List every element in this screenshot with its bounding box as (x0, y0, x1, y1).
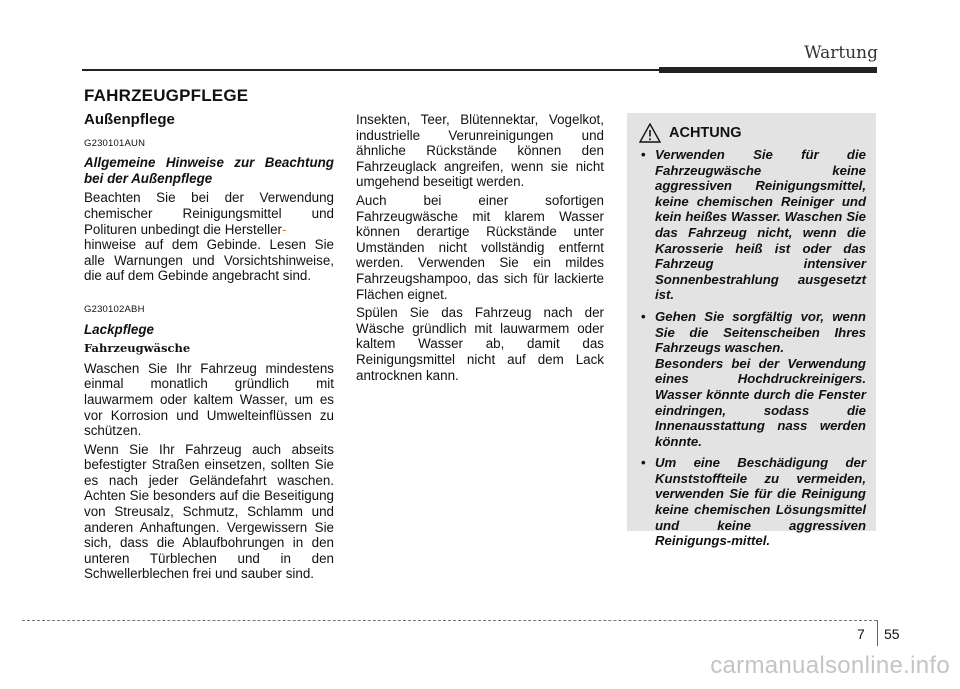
footer-rule (22, 620, 877, 621)
paragraph-rinse: Spülen Sie das Fahrzeug nach der Wäsche gründlich mit lauwarmem oder kaltem Wasser ab, damit das Reinigungsmittel nicht auf dem Lack antrocknen kann. (356, 305, 604, 383)
hyphen-mark: - (282, 221, 287, 237)
paragraph-part: hinweise auf dem Gebinde. Lesen Sie alle Warnungen und Vorsichtshinweise, die auf dem Gebinde angebracht sind. (84, 237, 334, 284)
subheading-paint-care: Lackpflege (84, 321, 154, 337)
header-rule-accent (659, 67, 877, 73)
caution-item: • Verwenden Sie für die Fahrzeugwäsche keine aggressiven Reinigungsmittel, keine chemischen Reiniger und kein heißes Wasser. Waschen Sie das Fahrzeug nicht, wenn die Karosserie heiß ist oder das Fahrzeug intensiver Sonnenbestrahlung ausgesetzt ist. (639, 147, 866, 303)
paragraph-part: Beachten Sie bei der Verwendung chemischer Reinigungsmittel und Polituren unbedingt die Hersteller (84, 190, 334, 237)
paragraph-wash-monthly: Waschen Sie Ihr Fahrzeug mindestens einmal monatlich gründlich mit lauwarmem oder kaltem Wasser, um es vor Korrosion und Umwelteinflüssen zu schützen. (84, 360, 334, 439)
paragraph-shampoo: Auch bei einer sofortigen Fahrzeugwäsche mit klarem Wasser können derartige Rückstände unter Umständen nicht vollständig entfernt werden. Verwenden Sie ein mildes Fahrzeugshampoo, das sich für lackierte Flächen eignet. (356, 192, 604, 302)
caution-header (639, 123, 866, 143)
caution-item (639, 309, 866, 449)
footer-chapter-number: 7 (857, 626, 865, 642)
chapter-title: Wartung (804, 43, 878, 63)
caution-list (639, 147, 866, 549)
caution-item-line: Besonders bei der Verwendung eines Hochdruckreinigers. Wasser könnte durch die Fenster eindringen, sodass die Innenausstattung nass werden könnte. (655, 355, 866, 449)
reference-code: G230102ABH (84, 303, 145, 315)
middle-column (356, 112, 604, 386)
paragraph-offroad: Wenn Sie Ihr Fahrzeug auch abseits befestigter Straßen einsetzen, sollten Sie es nach jeder Geländefahrt waschen. Achten Sie besonders auf die Beseitigung von Streusalz, Schmutz, Schlamm und anderen Anhaftungen. Vergewissern Sie sich, dass die Ablaufbohrungen in den unteren Türblechen und in den Schwellerblechen frei und sauber sind. (84, 441, 334, 582)
watermark: carmanualsonline.info (710, 652, 950, 679)
heading-exterior-care: Außenpflege (84, 111, 175, 128)
warning-triangle-icon (639, 123, 661, 143)
footer-separator (877, 620, 878, 646)
caution-item-line: • Gehen Sie sorgfältig vor, wenn Sie die Seitenscheiben Ihres Fahrzeugs waschen. (655, 308, 866, 356)
left-column (84, 112, 334, 585)
footer-page-number: 55 (884, 626, 900, 642)
caution-box (627, 113, 876, 549)
subheading-general-notes: Allgemeine Hinweise zur Beachtung bei der Außenpflege (84, 155, 334, 186)
caution-item: • Um eine Beschädigung der Kunststoffteile zu vermeiden, verwenden Sie für die Reinigung keine chemischen Lösungsmittel und keine aggressiven Reinigungs-mittel. (639, 455, 866, 549)
section-title: FAHRZEUGPFLEGE (84, 86, 249, 105)
reference-code: G230101AUN (84, 137, 146, 149)
caution-title: ACHTUNG (669, 125, 742, 141)
paragraph-cleaning-agents (84, 190, 334, 284)
paragraph-residues: Insekten, Teer, Blütennektar, Vogelkot, industrielle Verunreinigungen und ähnliche Rückstände können den Fahrzeuglack angreifen, wenn sie nicht umgehend beseitigt werden. (356, 112, 604, 190)
subheading-car-wash: Fahrzeugwäsche (84, 341, 191, 356)
